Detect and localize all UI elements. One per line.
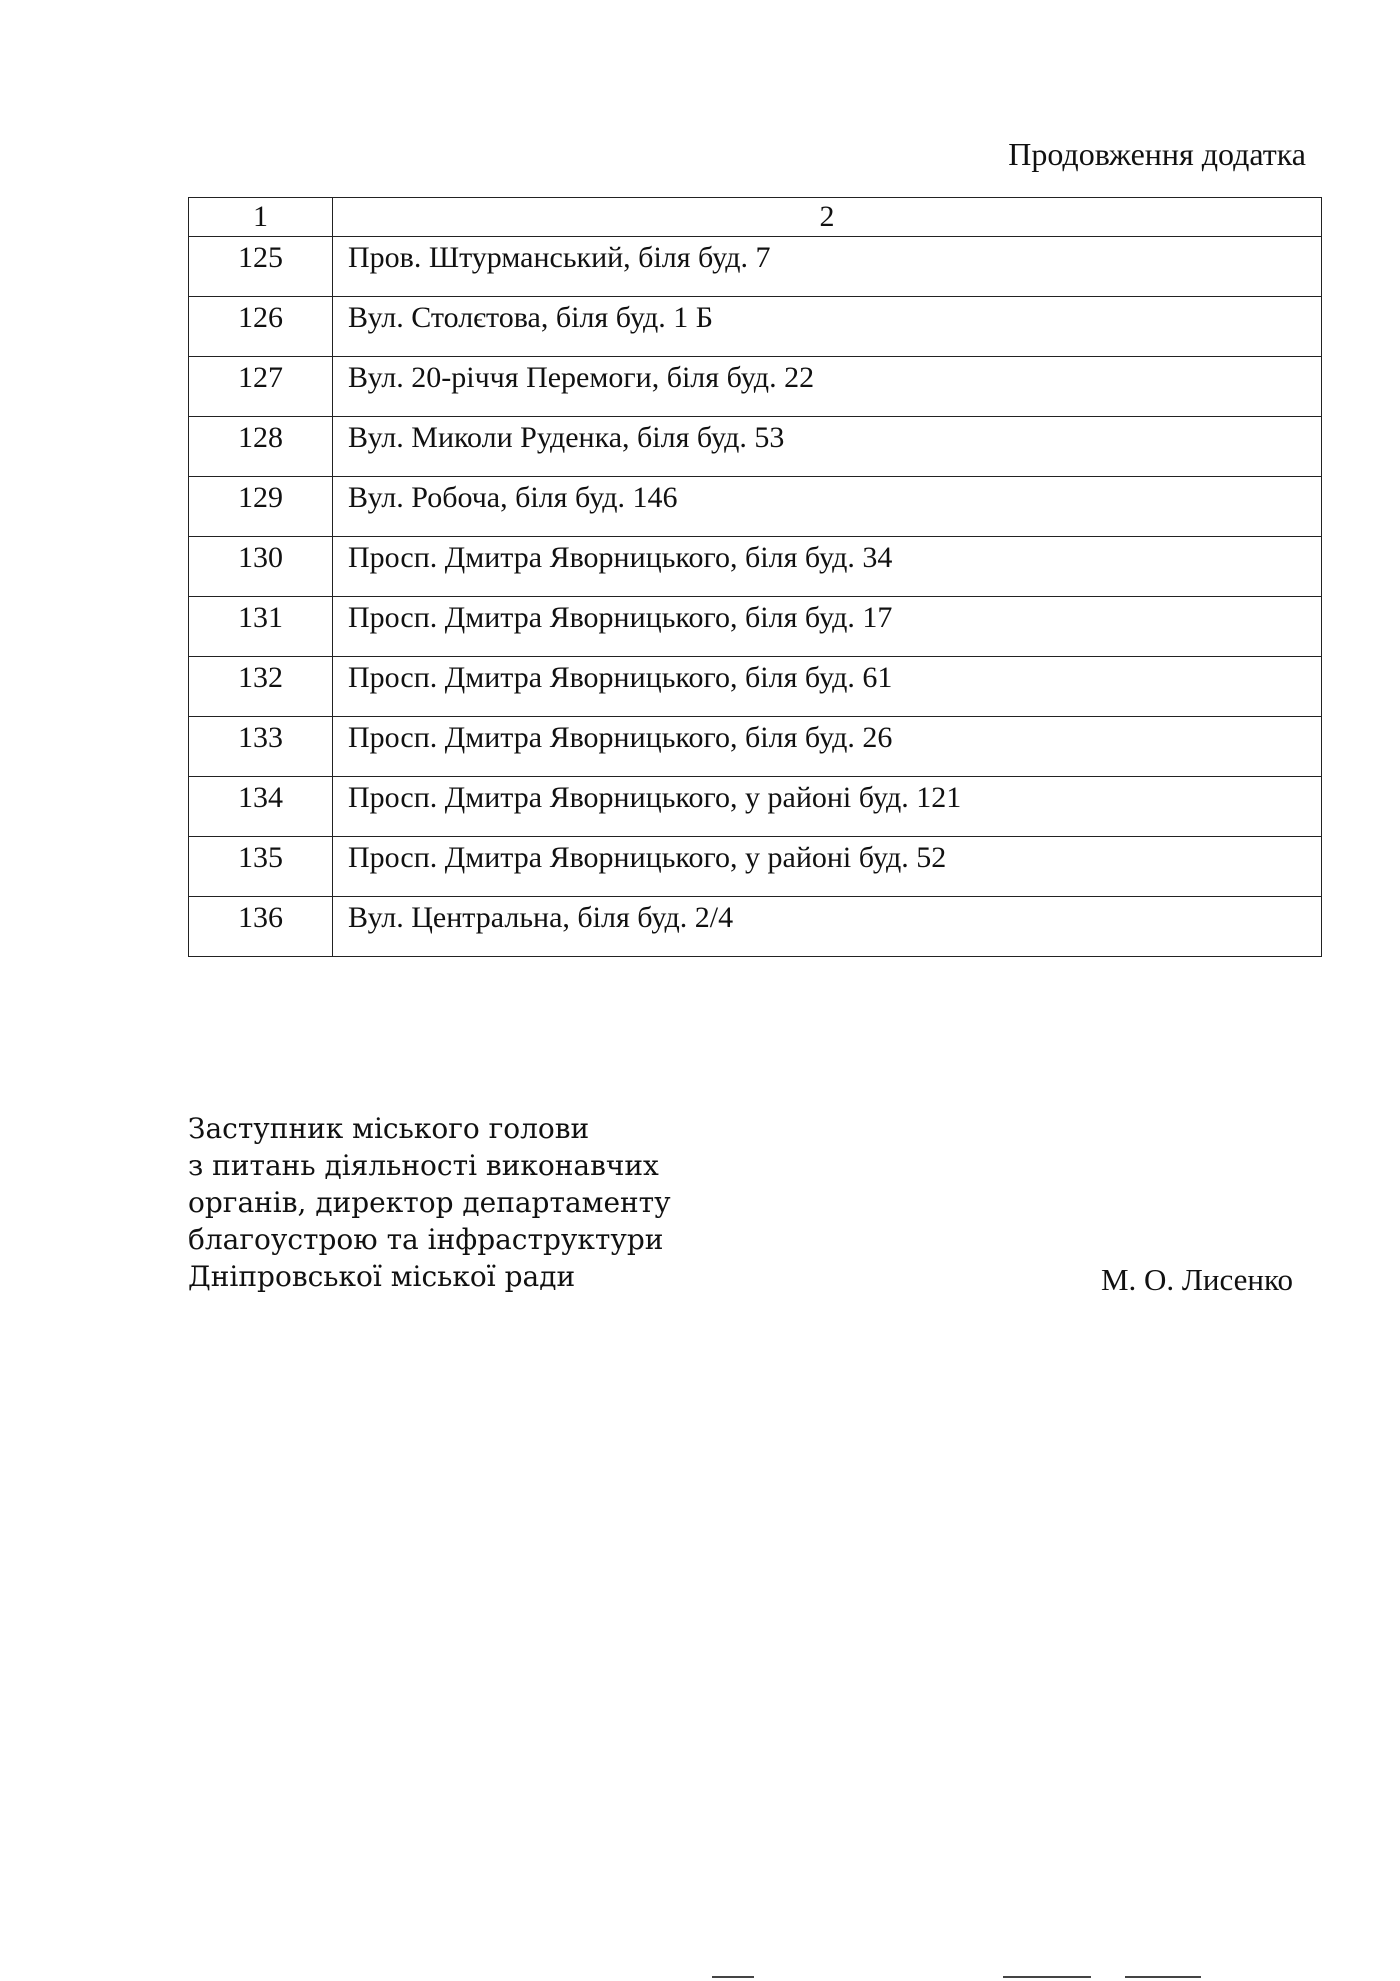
row-address: Просп. Дмитра Яворницького, біля буд. 34 [333, 537, 1322, 597]
row-number: 134 [189, 777, 333, 837]
address-table [188, 197, 1322, 957]
table-row [189, 597, 1322, 657]
row-address: Просп. Дмитра Яворницького, біля буд. 26 [333, 717, 1322, 777]
row-number: 129 [189, 477, 333, 537]
table-row [189, 537, 1322, 597]
row-number: 127 [189, 357, 333, 417]
row-number: 131 [189, 597, 333, 657]
position-line: Заступник міського голови [188, 1112, 590, 1145]
row-address: Вул. Центральна, біля буд. 2/4 [333, 897, 1322, 957]
signatory-position [188, 1110, 748, 1295]
row-number: 136 [189, 897, 333, 957]
scan-artifact [712, 1976, 754, 1978]
row-number: 130 [189, 537, 333, 597]
scan-artifact [1003, 1976, 1091, 1978]
table-header-row [189, 198, 1322, 237]
row-address: Просп. Дмитра Яворницького, у районі буд. 52 [333, 837, 1322, 897]
table-row [189, 417, 1322, 477]
row-number: 126 [189, 297, 333, 357]
address-table-container [188, 197, 1321, 957]
position-line: благоустрою та інфраструктури [188, 1223, 664, 1256]
continuation-heading: Продовження додатка [1008, 136, 1306, 172]
row-number: 128 [189, 417, 333, 477]
row-number: 125 [189, 237, 333, 297]
row-address: Вул. 20-річчя Перемоги, біля буд. 22 [333, 357, 1322, 417]
table-row [189, 657, 1322, 717]
row-address: Просп. Дмитра Яворницького, біля буд. 17 [333, 597, 1322, 657]
row-number: 135 [189, 837, 333, 897]
table-row [189, 297, 1322, 357]
table-row [189, 477, 1322, 537]
scan-artifact [1125, 1976, 1201, 1978]
table-row [189, 897, 1322, 957]
position-line: з питань діяльності виконавчих [188, 1149, 659, 1182]
position-line: органів, директор департаменту [188, 1186, 671, 1219]
row-address: Просп. Дмитра Яворницького, у районі буд. 121 [333, 777, 1322, 837]
position-line: Дніпровської міської ради [188, 1260, 576, 1293]
table-row [189, 357, 1322, 417]
row-address: Вул. Миколи Руденка, біля буд. 53 [333, 417, 1322, 477]
signatory-name: М. О. Лисенко [1100, 1262, 1293, 1297]
row-address: Просп. Дмитра Яворницького, біля буд. 61 [333, 657, 1322, 717]
row-address: Вул. Робоча, біля буд. 146 [333, 477, 1322, 537]
table-row [189, 717, 1322, 777]
row-number: 133 [189, 717, 333, 777]
row-number: 132 [189, 657, 333, 717]
table-row [189, 837, 1322, 897]
column-header-address: 2 [333, 198, 1322, 237]
row-address: Вул. Столєтова, біля буд. 1 Б [333, 297, 1322, 357]
table-row [189, 777, 1322, 837]
column-header-number: 1 [189, 198, 333, 237]
row-address: Пров. Штурманський, біля буд. 7 [333, 237, 1322, 297]
table-row [189, 237, 1322, 297]
